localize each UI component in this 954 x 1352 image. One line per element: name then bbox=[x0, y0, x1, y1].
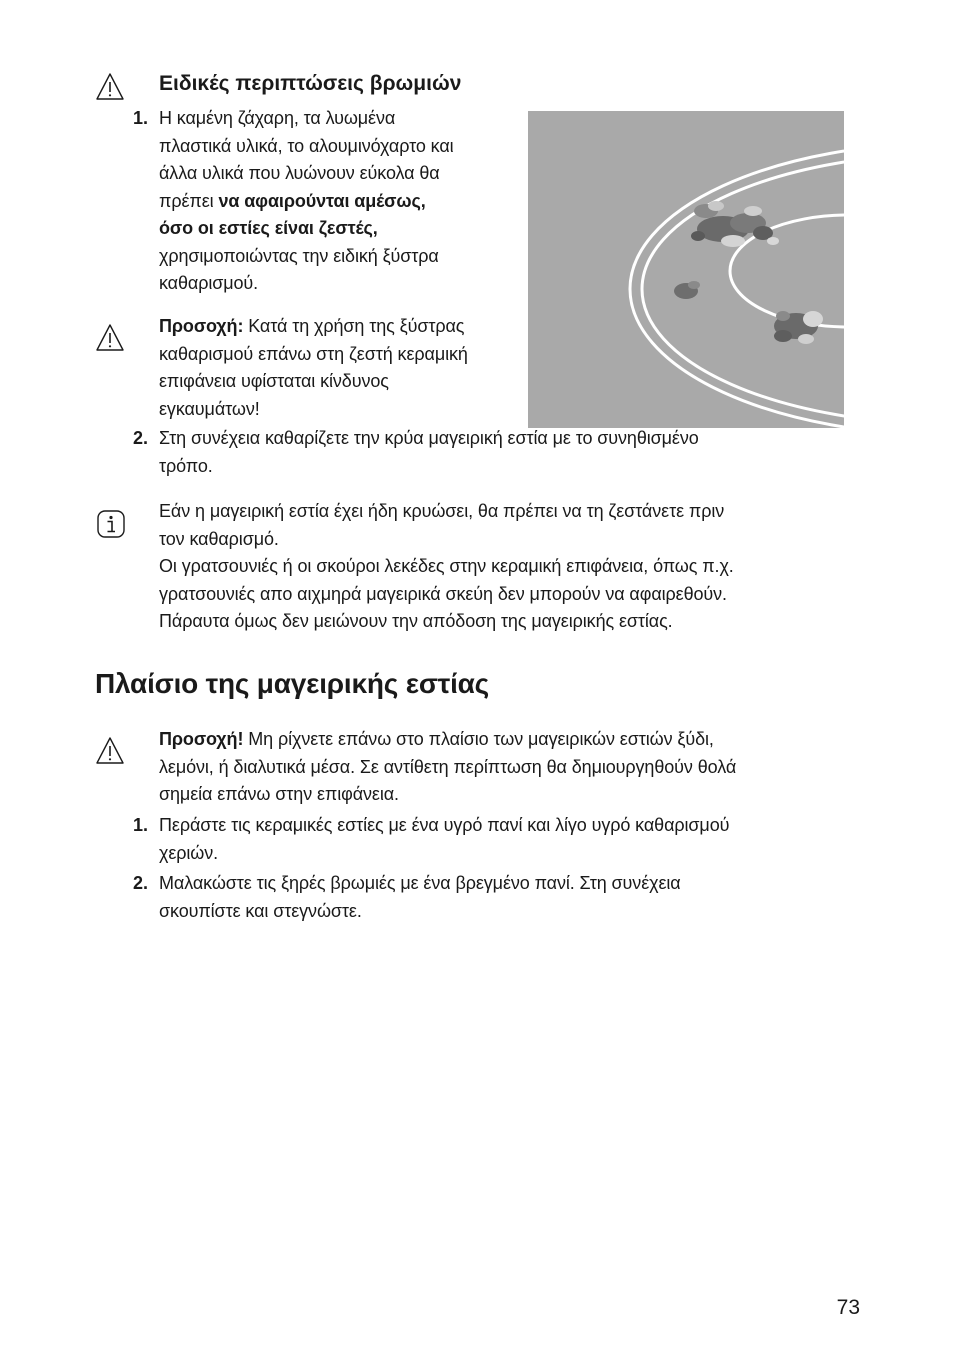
warning-triangle-icon bbox=[95, 323, 125, 353]
step-number: 2. bbox=[133, 428, 149, 448]
step-1-text: Η καμένη ζάχαρη, τα λυωμένα πλαστικά υλικά, το αλουμινόχαρτο και άλλα υλικά που λυώνουν εύκολα θα πρέπει να αφαιρούνται αμέσως, όσο οι εστίες είναι ζεστές, χρησιμοποιώντας την ειδική ξύστρα καθαρισμού. bbox=[159, 108, 454, 293]
step-2-text: Στη συνέχεια καθαρίζετε την κρύα μαγειρική εστία με το συνηθισμένο τρόπο. bbox=[159, 428, 699, 476]
step-number: 1. bbox=[133, 108, 149, 128]
page-number: 73 bbox=[836, 1296, 860, 1319]
warning-triangle-icon bbox=[95, 72, 125, 102]
info-icon bbox=[96, 509, 126, 539]
warning-hot-surface: Προσοχή: Κατά τη χρήση της ξύστρας καθαρισμού επάνω στη ζεστή κεραμική επιφάνεια υφίσταται κίνδυνος εγκαυμάτων! bbox=[159, 316, 468, 419]
warning-triangle-icon bbox=[95, 736, 125, 766]
section-title-special-dirt: Ειδικές περιπτώσεις βρωμιών bbox=[159, 72, 462, 95]
frame-step-2-text: Μαλακώστε τις ξηρές βρωμιές με ένα βρεγμένο πανί. Στη συνέχεια σκουπίστε και στεγνώστε. bbox=[159, 873, 681, 921]
step-number: 2. bbox=[133, 873, 149, 893]
section-title-cooktop-frame: Πλαίσιο της μαγειρικής εστίας bbox=[95, 668, 490, 699]
warning-frame-chemicals: Προσοχή! Μη ρίχνετε επάνω στο πλαίσιο των μαγειρικών εστιών ξύδι, λεμόνι, ή διαλυτικά μέσα. Σε αντίθετη περίπτωση θα δημιουργηθούν θολά σημεία επάνω στην επιφάνεια. bbox=[159, 729, 737, 804]
cooktop-dirt-illustration bbox=[528, 111, 844, 428]
step-number: 1. bbox=[133, 815, 149, 835]
frame-step-1-text: Περάστε τις κεραμικές εστίες με ένα υγρό πανί και λίγο υγρό καθαρισμού χεριών. bbox=[159, 815, 730, 863]
info-note: Εάν η μαγειρική εστία έχει ήδη κρυώσει, θα πρέπει να τη ζεστάνετε πριν τον καθαρισμό. Οι γρατσουνιές ή οι σκούροι λεκέδες στην κεραμική επιφάνεια, όπως π.χ. γρατσουνιές απο αιχμηρά μαγειρικά σκεύη δεν μπορούν να αφαιρεθούν. Πάραυτα όμως δεν μειώνουν την απόδοση της μαγειρικής εστίας. bbox=[159, 501, 734, 631]
